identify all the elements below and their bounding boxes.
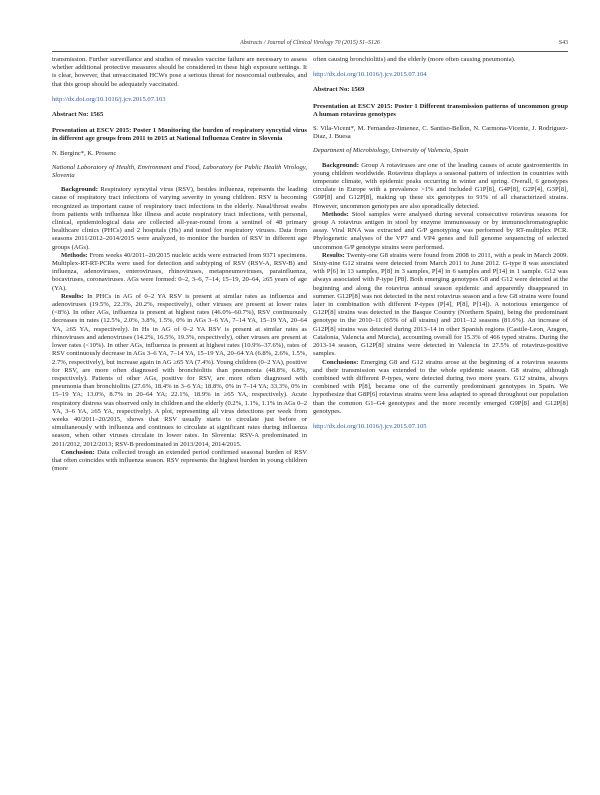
journal-citation: Abstracts / Journal of Clinical Virology 70 (2015) S1–S126 [240,40,380,46]
abstract-title: Presentation at ESCV 2015: Poster 1 Different transmission patterns of uncommon group A human rotavirus genotypes [313,102,568,118]
background-label: Background: [61,186,98,194]
left-intro-paragraph: transmission. Further surveillance and studies of measles vaccine failure are necessary to assess whether additional protective measures should be considered in these high exposure settings. It is clear, however, that unvaccinated HCWs pose a serious threat for nosocomial outbreaks, and that this group should be adequately vaccinated. [52,56,307,88]
doi-link-103[interactable]: http://dx.doi.org/10.1016/j.jcv.2015.07.103 [52,95,166,103]
conclusions-text: Emerging G8 and G12 strains arose at the beginning of a rotavirus seasons and their transmission was extended to the whole epidemic season. G8 strains, although combined with different P-types, were detected during two more years. G12 strains, always combined with P[8], became one of the currently predominant genotypes in Spain. We hypothesize that G8P[6] rotavirus strains were less adapted to spread throughout our population than the common G1–G4 genotypes and the more recently emerged G9P[8] and G12P[8] genotypes. [313,358,568,415]
abstract-number: Abstract No: 1569 [313,86,365,94]
abstract-title: Presentation at ESCV 2015: Poster 1 Monitoring the burden of respiratory syncytial virus in different age groups from 2011 to 2015 at National Influenza Centre in Slovenia [52,127,307,143]
methods-paragraph [313,211,568,252]
left-column [52,56,307,473]
methods-label: Methods: [322,210,349,218]
background-text: Group A rotaviruses are one of the leading causes of acute gastroenteritis in young children worldwide. Rotavirus displays a seasonal pattern of infection in countries with temperate climate, with epidemic peaks occurring in winter and spring. Overall, 6 genotypes circulate in Europe with a prevalence >1% and included G1P[8], G4P[8], G2P[4], G3P[8], G9P[8] and G12P[8], making up these six genotypes to 91% of all characterized strains. However, uncommon genotypes are also sporadically detected. [313,161,569,210]
results-paragraph [313,252,568,359]
conclusion-paragraph [52,449,307,474]
methods-paragraph [52,252,307,293]
right-intro-paragraph: often causing bronchiolitis) and the elderly (more often causing pneumonia). [313,56,516,63]
methods-label: Methods: [61,251,88,259]
results-text: Twenty-one G8 strains were found from 2008 to 2011, with a peak in March 2009. Sixty-nine G12 strains were detected from March 2011 to June 2012. G-type 8 was associated with P[6] in 13 samples, P[8] in 3 samples, P[4] in 6 samples and P[14] in 1 sample. G12 was always associated with P-type [P8]. Both emerging genotypes G8 and G12 were detected at the beginning and along the rotavirus annual season epidemic and apparently disappeared in summer. G12P[8] was not detected in the next rotavirus season and a few G8 strains were found later in combination with different P-types (P[4], P[8], P[14]). A notorious emergence of G12P[8] strains was detected in the Basque Country (Northern Spain), being the predominant genotype in the 2010–11 (65% of all strains) and 2011–12 seasons (81.6%). An increase of G12P[8] strains was detected during 2013–14 in other Spanish regions (Castile-Leon, Aragon, Catalonia, Valencia and Murcia), accounting overall for 15.3% of 466 typed strains. During the 2013-14 season, G12P[8] strains were detected in Valencia in 27.5% of rotavirus-positive samples. [313,251,568,358]
conclusion-text: Data collected trough an extended period confirmed seasonal burden of RSV that often coincides with influenza season. RSV represents the highest burden in young children (more [52,448,307,473]
abstract-authors: S. Vila-Vicent*, M. Fernandez-Jimenez, C. Santiso-Bellon, N. Carmona-Vicente, J. Rodriguez-Diaz, J. Buesa [313,125,568,141]
header-rule [52,51,568,52]
right-column [313,56,568,438]
results-label: Results: [61,292,84,300]
methods-text: From weeks 40/2011–20/2015 nucleic acids were extracted from 9371 specimens. Multiplex-RT-RT-PCRs were used for detection and subtyping of RSV (RSV-A, RSV-B) and influenza, adenoviruses, enteroviruses, rhinoviruses, metapneumoviruses, parainfluenza, bocaviruses, coronaviruses. AGs were formed: 0–2, 3–6, 7–14, 15–19, 20–64, ≥65 years of age (YA). [52,251,308,292]
background-label: Background: [322,161,359,169]
conclusions-label: Conclusions: [322,358,359,366]
conclusion-label: Conclusion: [61,448,95,456]
abstract-authors: N. Berginc*, K. Prosenc [52,149,117,157]
background-text: Respiratory syncytial virus (RSV), besides influenza, represents the leading cause of respiratory tract infections of varying severity in young children. RSV is becoming recognized as important cause of respiratory tract infections in the elderly. Nasal/throat swabs from patients with influenza like illness and acute respiratory tract infections, with personal, clinical, epidemiological data are collected all-year-round from a sentinel of 48 primary healthcare clinics (PHCs) and 2 hospitals (Hs) and tested for respiratory viruses. Data from seasons 2011/2012–2014/2015 were analyzed, to monitor the burden of RSV in different age groups (AGs). [52,186,308,251]
author-affiliation: Department of Microbiology, University of Valencia, Spain [313,147,469,155]
methods-text: Stool samples were analysed during several consecutive rotavirus seasons for group A rotavirus antigen in stool by enzyme immunoassay or by immunochromatographic assay. Viral RNA was extracted and G/P genotyping was performed by RT-multiplex PCR. Phylogenetic analyses of the VP7 and VP4 genes and full genome sequencing of selected uncommon G/P genotype strains were performed. [313,210,568,251]
results-paragraph [52,293,307,449]
background-paragraph [52,186,307,252]
doi-link-104[interactable]: http://dx.doi.org/10.1016/j.jcv.2015.07.104 [313,71,427,79]
results-text: In PHCs in AG of 0–2 YA RSV is present at similar rates as influenza and adenoviruses (19.5%, 22.3%, 20.2%, respectively), other viruses are present at lower rates (<8%). In other AGs, influenza is present at highest rates (46.0%–60.7%), RSV continuously decreases in rates (12.5%, 2.0%, 3.8%, 1.5%, 0% in AGs 3–6 YA, 7–14 YA, 15–19 YA, 20–64 YA, ≥65 YA, respectively). In Hs in AG of 0–2 YA RSV is present at similar rates as rhinoviruses and adenoviruses (14.2%, 16.5%, 19.3%, respectively), other viruses are present at lower rates (<10%). In other AGs, influenza is present at highest rates (10.9%–37.6%), rates of RSV continuously decrease in AGs 3–6 YA, 7–14 YA, 15–19 YA, 20–64 YA (6.8%, 2.6%, 1.5%, 2.7%, respectively), but increase again in AG ≥65 YA (7.4%). Young children (0–2 YA), positive for RSV, are more often diagnosed with bronchiolitis than pneumonia (48.8%, 6.8%, respectively). Patients of other AGs, positive for RSV, are more often diagnosed with pneumonia than bronchiolitis (27.6%, 18.4% in 3–6 YA; 18.8%, 0% in 7–14 YA; 33.3%, 0% in 15–19 YA; 13.0%, 8.7% in 20–64 YA; 22.1%, 18.9% in ≥65 YA, respectively). Acute respiratory distress was observed only in children and the elderly (0.2%, 1.1%, 1.1% in AGs 0–2 YA, 3–6 YA, ≥65 YA, respectively). A plot, representing all virus detections per week from weeks 40/2011–20/2015, shows that RSV usually starts to circulate just before or simultaneously with influenza and continues to circulate at significant rates during influenza season, when other viruses circulate in lower rates. In Slovenia: RSV-A predominated in 2011/2012, 2012/2013; RSV-B predominated in 2013/2014, 2014/2015. [52,292,307,448]
results-label: Results: [322,251,345,259]
abstract-number: Abstract No: 1565 [52,111,104,119]
conclusions-paragraph [313,359,568,416]
doi-link-105[interactable]: http://dx.doi.org/10.1016/j.jcv.2015.07.105 [313,422,427,430]
author-affiliation: National Laboratory of Health, Environment and Food, Laboratory for Public Health Virology, Slovenia [52,163,307,180]
page-number: S43 [558,40,568,46]
background-paragraph [313,162,568,211]
